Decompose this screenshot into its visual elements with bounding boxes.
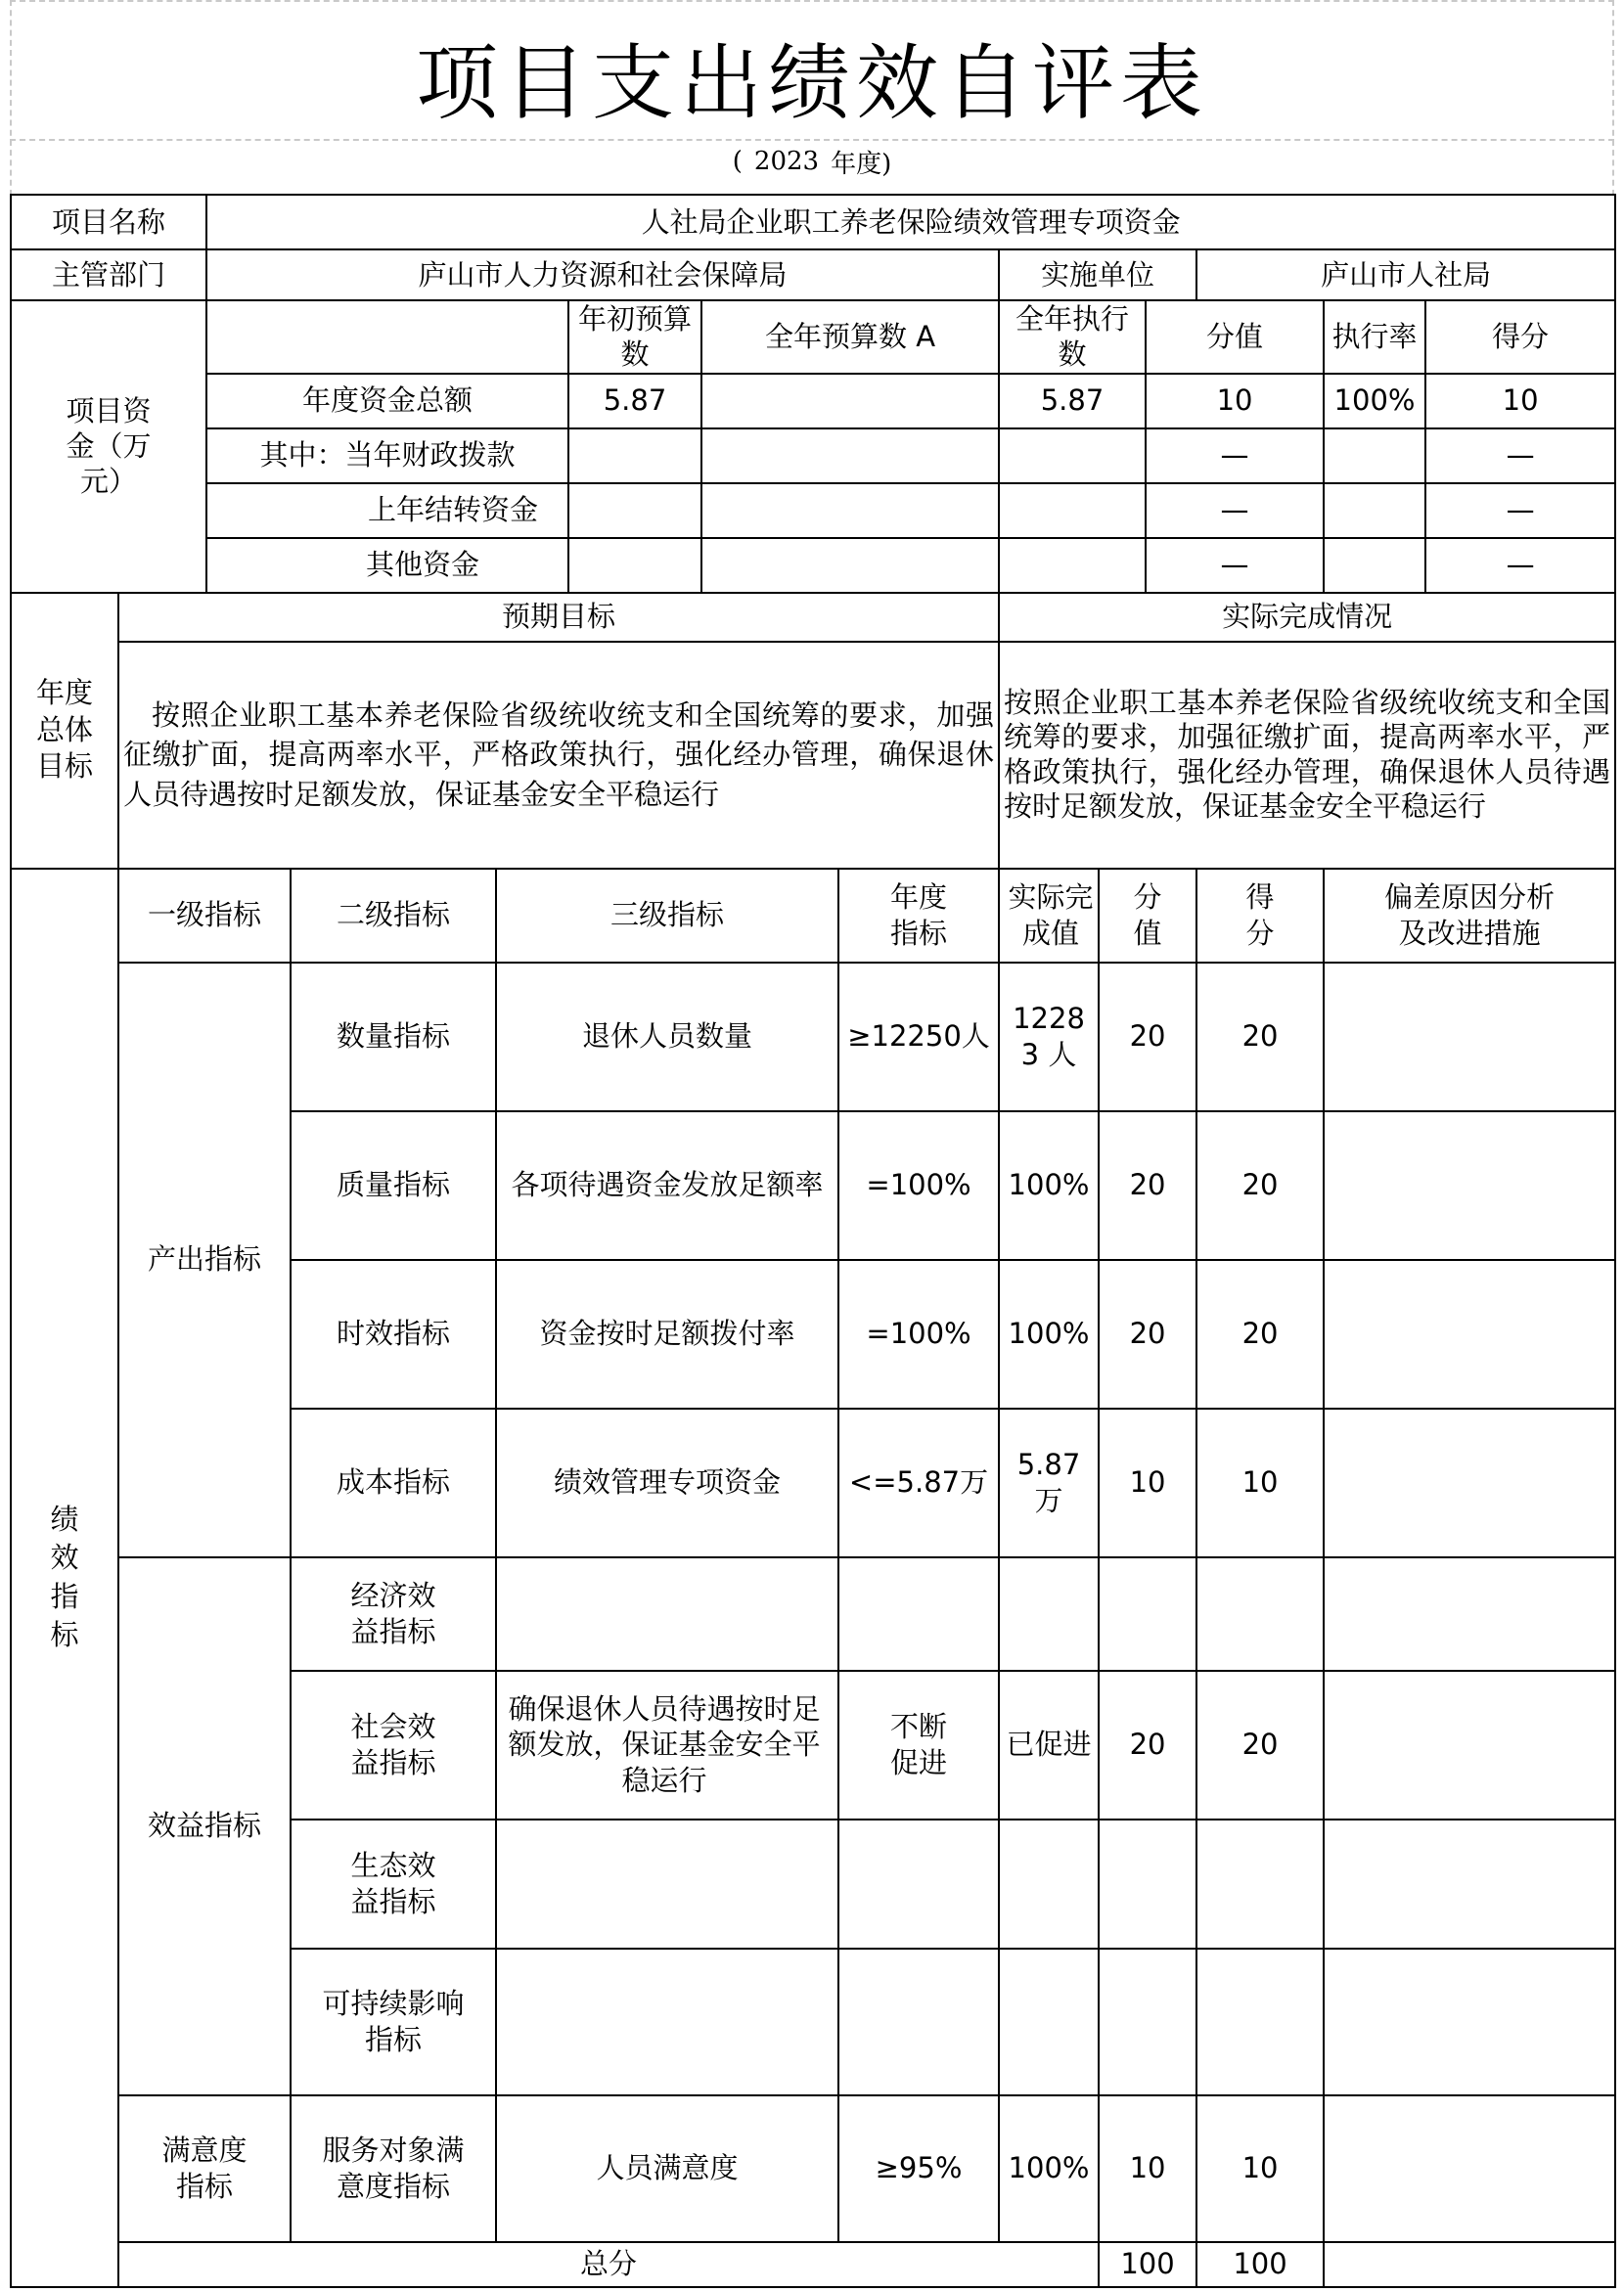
- indicator-l2: 数量指标: [291, 963, 496, 1111]
- indicator-annual: 不断促进: [838, 1671, 999, 1820]
- funds-row-initial: 5.87: [568, 374, 701, 428]
- indicator-l2: 经济效益指标: [291, 1557, 496, 1671]
- indicator-value: [1099, 1820, 1196, 1949]
- indicator-row: [11, 2095, 1615, 2242]
- indicator-score: 10: [1196, 2095, 1324, 2242]
- impl-value: 庐山市人社局: [1196, 249, 1615, 300]
- indicator-score: [1196, 1949, 1324, 2095]
- funds-row-full: [701, 483, 999, 538]
- indicator-score: 20: [1196, 1671, 1324, 1820]
- head-annual: 年度指标: [838, 869, 999, 963]
- funds-row-label: 年度资金总额: [206, 374, 568, 428]
- indicator-l2: 成本指标: [291, 1409, 496, 1557]
- satisfaction-label: 满意度指标: [118, 2095, 291, 2242]
- funds-row-executed: [999, 428, 1146, 483]
- indicator-value: [1099, 1949, 1196, 2095]
- indicator-deviation: [1324, 963, 1615, 1111]
- funds-row-rate: [1324, 483, 1425, 538]
- funds-row-rate: [1324, 428, 1425, 483]
- indicator-actual: 100%: [999, 1111, 1099, 1260]
- funds-row-label: 其中：当年财政拨款: [206, 428, 568, 483]
- head-level2: 二级指标: [291, 869, 496, 963]
- impl-label: 实施单位: [999, 249, 1196, 300]
- benefit-label: 效益指标: [118, 1557, 291, 2095]
- indicator-l3: 资金按时足额拨付率: [496, 1260, 838, 1409]
- indicator-actual: 100%: [999, 1260, 1099, 1409]
- indicator-deviation: [1324, 1671, 1615, 1820]
- head-level1: 一级指标: [118, 869, 291, 963]
- indicator-actual: 5.87万: [999, 1409, 1099, 1557]
- funds-row: [11, 483, 1615, 538]
- indicator-score: 20: [1196, 1260, 1324, 1409]
- indicator-l2: 生态效益指标: [291, 1820, 496, 1949]
- total-label: 总分: [118, 2242, 1099, 2287]
- indicator-score: 20: [1196, 1111, 1324, 1260]
- expected-goal-text: 按照企业职工基本养老保险省级统收统支和全国统筹的要求，加强征缴扩面，提高两率水平，严格政策执行，强化经办管理，确保退休人员待遇按时足额发放，保证基金安全平稳运行: [118, 642, 999, 869]
- indicator-annual: =100%: [838, 1260, 999, 1409]
- indicator-score: [1196, 1820, 1324, 1949]
- funds-row-executed: 5.87: [999, 374, 1146, 428]
- indicator-annual: [838, 1557, 999, 1671]
- indicator-actual: 100%: [999, 2095, 1099, 2242]
- year-close: 年度): [831, 149, 892, 179]
- col-score: 得分: [1425, 300, 1615, 374]
- indicator-l2: 质量指标: [291, 1111, 496, 1260]
- col-score-value: 分值: [1146, 300, 1324, 374]
- indicator-l2: 可持续影响指标: [291, 1949, 496, 2095]
- indicator-annual: ≥12250人: [838, 963, 999, 1111]
- project-name-label: 项目名称: [11, 195, 206, 249]
- head-score: 得分: [1196, 869, 1324, 963]
- head-level3: 三级指标: [496, 869, 838, 963]
- funds-header-blank: [206, 300, 568, 374]
- indicator-value: 20: [1099, 1260, 1196, 1409]
- funds-row-rate: [1324, 538, 1425, 593]
- indicator-value: 10: [1099, 2095, 1196, 2242]
- dept-label: 主管部门: [11, 249, 206, 300]
- indicator-l3: 确保退休人员待遇按时足额发放，保证基金安全平稳运行: [496, 1671, 838, 1820]
- indicator-l3: 人员满意度: [496, 2095, 838, 2242]
- col-full-budget: 全年预算数 A: [701, 300, 999, 374]
- funds-row-value: 10: [1146, 374, 1324, 428]
- indicator-deviation: [1324, 2095, 1615, 2242]
- indicators-header-row: [11, 869, 1615, 963]
- funds-row-executed: [999, 538, 1146, 593]
- funds-row-score: 10: [1425, 374, 1615, 428]
- col-initial-budget: 年初预算数: [568, 300, 701, 374]
- indicator-row: [11, 963, 1615, 1111]
- indicator-deviation: [1324, 1820, 1615, 1949]
- indicator-annual: [838, 1949, 999, 2095]
- indicator-annual: ≥95%: [838, 2095, 999, 2242]
- indicators-label: 绩效指标: [11, 869, 118, 2287]
- total-score: 100: [1196, 2242, 1324, 2287]
- actual-label: 实际完成情况: [999, 593, 1615, 642]
- page-title: 项目支出绩效自评表: [415, 34, 1208, 131]
- funds-row-value: —: [1146, 483, 1324, 538]
- funds-row-rate: 100%: [1324, 374, 1425, 428]
- indicator-value: 10: [1099, 1409, 1196, 1557]
- indicator-row: [11, 1557, 1615, 1671]
- indicator-l3: [496, 1557, 838, 1671]
- funds-row-label: 上年结转资金: [206, 483, 568, 538]
- indicator-actual: [999, 1820, 1099, 1949]
- indicator-deviation: [1324, 1557, 1615, 1671]
- year-value: 2023: [753, 147, 820, 176]
- department-row: [11, 249, 1615, 300]
- indicator-l2: 社会效益指标: [291, 1671, 496, 1820]
- funds-row-full: [701, 538, 999, 593]
- indicator-annual: =100%: [838, 1111, 999, 1260]
- expected-label: 预期目标: [118, 593, 999, 642]
- funds-row-score: —: [1425, 483, 1615, 538]
- col-exec-rate: 执行率: [1324, 300, 1425, 374]
- funds-row-label: 其他资金: [206, 538, 568, 593]
- funds-row: [11, 374, 1615, 428]
- indicator-deviation: [1324, 1409, 1615, 1557]
- head-deviation: 偏差原因分析及改进措施: [1324, 869, 1615, 963]
- indicator-deviation: [1324, 1111, 1615, 1260]
- indicator-value: 20: [1099, 963, 1196, 1111]
- funds-label: 项目资金（万元）: [11, 300, 206, 593]
- col-executed: 全年执行数: [999, 300, 1146, 374]
- indicator-annual: [838, 1820, 999, 1949]
- funds-row-full: [701, 374, 999, 428]
- indicator-l3: 各项待遇资金发放足额率: [496, 1111, 838, 1260]
- funds-row-executed: [999, 483, 1146, 538]
- self-evaluation-table: [10, 194, 1616, 2288]
- indicator-actual: [999, 1557, 1099, 1671]
- total-blank: [1324, 2242, 1615, 2287]
- goals-header-row: [11, 593, 1615, 642]
- indicator-l3: 绩效管理专项资金: [496, 1409, 838, 1557]
- funds-row-initial: [568, 428, 701, 483]
- funds-row: [11, 428, 1615, 483]
- indicator-score: [1196, 1557, 1324, 1671]
- indicator-deviation: [1324, 1949, 1615, 2095]
- actual-goal-text: 按照企业职工基本养老保险省级统收统支和全国统筹的要求，加强征缴扩面，提高两率水平，严格政策执行，强化经办管理，确保退休人员待遇按时足额发放，保证基金安全平稳运行: [999, 642, 1615, 869]
- head-value: 分值: [1099, 869, 1196, 963]
- indicator-deviation: [1324, 1260, 1615, 1409]
- funds-row-initial: [568, 483, 701, 538]
- indicator-actual: 已促进: [999, 1671, 1099, 1820]
- head-actual: 实际完成值: [999, 869, 1099, 963]
- goals-content-row: [11, 642, 1615, 869]
- funds-header-row: [11, 300, 1615, 374]
- indicator-l3: 退休人员数量: [496, 963, 838, 1111]
- indicator-value: 20: [1099, 1111, 1196, 1260]
- indicator-actual: [999, 1949, 1099, 2095]
- indicator-value: 20: [1099, 1671, 1196, 1820]
- funds-row-full: [701, 428, 999, 483]
- funds-row-value: —: [1146, 538, 1324, 593]
- output-label: 产出指标: [118, 963, 291, 1557]
- indicator-actual: 12283 人: [999, 963, 1099, 1111]
- indicator-l2: 时效指标: [291, 1260, 496, 1409]
- funds-row: [11, 538, 1615, 593]
- project-name-value: 人社局企业职工养老保险绩效管理专项资金: [206, 195, 1615, 249]
- project-name-row: [11, 195, 1615, 249]
- funds-row-score: —: [1425, 538, 1615, 593]
- funds-row-value: —: [1146, 428, 1324, 483]
- indicator-score: 10: [1196, 1409, 1324, 1557]
- indicator-score: 20: [1196, 963, 1324, 1111]
- indicator-l3: [496, 1820, 838, 1949]
- report-year: [10, 142, 1614, 181]
- funds-row-initial: [568, 538, 701, 593]
- indicator-annual: <=5.87万: [838, 1409, 999, 1557]
- year-open: (: [732, 147, 743, 176]
- indicator-value: [1099, 1557, 1196, 1671]
- total-value: 100: [1099, 2242, 1196, 2287]
- total-row: [11, 2242, 1615, 2287]
- indicator-l2: 服务对象满意度指标: [291, 2095, 496, 2242]
- funds-row-score: —: [1425, 428, 1615, 483]
- goals-label: 年度总体目标: [11, 593, 118, 869]
- indicator-l3: [496, 1949, 838, 2095]
- dept-value: 庐山市人力资源和社会保障局: [206, 249, 999, 300]
